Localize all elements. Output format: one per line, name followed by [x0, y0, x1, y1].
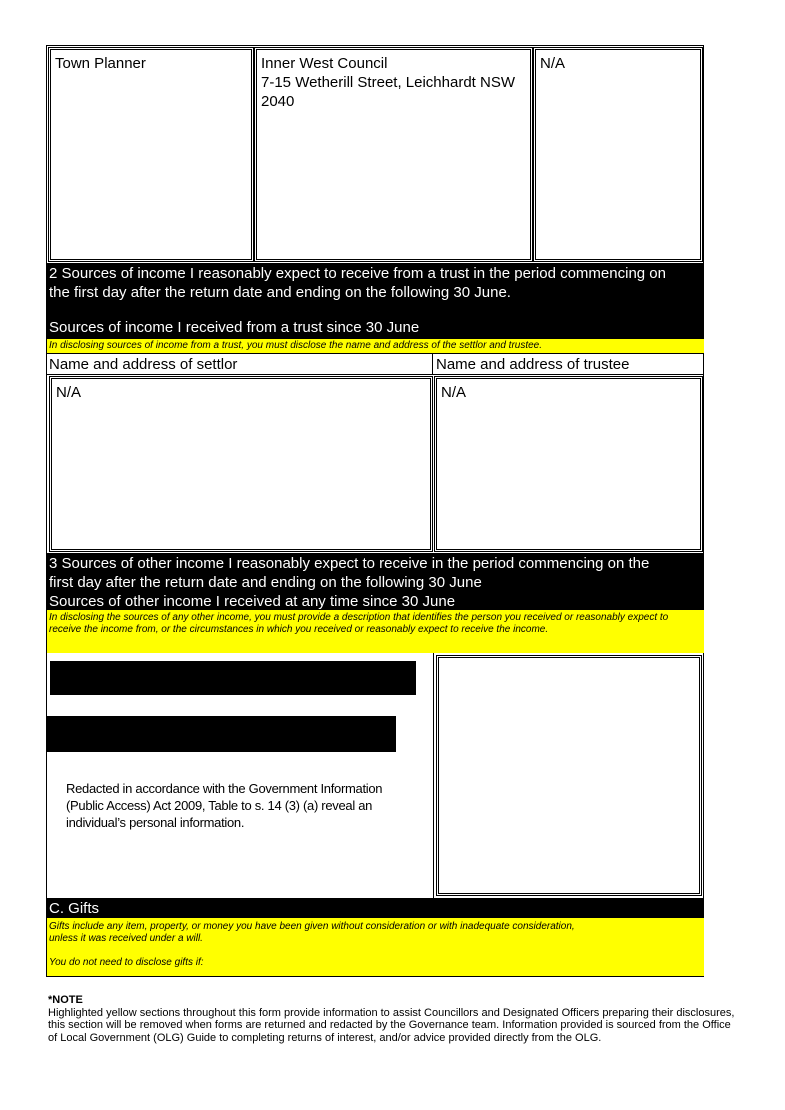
section-3-heading-line-3: Sources of other income I received at any time since 30 June	[49, 593, 456, 610]
section-3-heading	[47, 553, 704, 610]
employer-line-3: 2040	[261, 93, 295, 110]
settlor-cell	[49, 376, 433, 552]
trustee-value: N/A	[441, 384, 467, 401]
gifts-heading	[47, 898, 704, 918]
gifts-note-line-1: Gifts include any item, property, or money you have been given without consideration or with inadequate consideration,	[49, 921, 575, 932]
section-3-heading-line-2: first day after the return date and ending on the following 30 June	[49, 574, 482, 591]
footnote-body: Highlighted yellow sections throughout this form provide information to assist Councillors and Designated Officers preparing their disclosures, this section will be removed when forms are returned and redacted by the Governance team. Information provided is sourced from the Office of Local Government (OLG) Guide to completing returns of interest, and/or advice provided directly from the OLG.	[48, 1006, 735, 1044]
section-3-divider	[433, 653, 434, 898]
section-3-note	[47, 610, 704, 653]
section-2-heading	[47, 263, 704, 339]
section-2-heading-line-2: the first day after the return date and ending on the following 30 June.	[49, 284, 511, 301]
section-2-heading-line-3: Sources of income I received from a trust since 30 June	[49, 319, 420, 336]
employer-line-1: Inner West Council	[261, 55, 388, 72]
other-cell	[533, 47, 703, 262]
gifts-heading-text: C. Gifts	[49, 900, 100, 917]
footnote	[48, 994, 738, 1044]
footnote-title: *NOTE	[48, 994, 83, 1006]
redaction-bar-1	[50, 661, 416, 695]
employer-line-2: 7-15 Wetherill Street, Leichhardt NSW	[261, 74, 515, 91]
section-2-note	[47, 339, 704, 353]
gifts-note-line-2: unless it was received under a will.	[49, 933, 203, 944]
redaction-bar-2	[47, 716, 396, 752]
column-header-divider	[432, 353, 433, 375]
employer-cell	[254, 47, 533, 262]
other-value: N/A	[540, 55, 566, 72]
trustee-cell	[434, 376, 703, 552]
other-income-cell	[436, 655, 702, 896]
section-3-heading-line-1: 3 Sources of other income I reasonably expect to receive in the period commencing on the	[49, 555, 650, 572]
redaction-notice: Redacted in accordance with the Government Information (Public Access) Act 2009, Table to s. 14 (3) (a) reveal an individual’s personal information.	[66, 781, 383, 830]
section-2-heading-line-1: 2 Sources of income I reasonably expect to receive from a trust in the period commencing on	[49, 265, 666, 282]
gifts-note	[47, 918, 704, 976]
position-value: Town Planner	[55, 55, 146, 72]
position-cell	[48, 47, 254, 262]
trustee-column-header: Name and address of trustee	[436, 356, 630, 373]
section-3-note-text: In disclosing the sources of any other income, you must provide a description that identifies the person you received or reasonably expect to receive the income from, or the circumstances in which you received or reasonably expect to receive the income.	[49, 612, 669, 635]
settlor-column-header: Name and address of settlor	[49, 356, 238, 373]
settlor-value: N/A	[56, 384, 82, 401]
gifts-note-line-3: You do not need to disclose gifts if:	[49, 957, 204, 968]
section-2-note-text: In disclosing sources of income from a trust, you must disclose the name and address of the settlor and trustee.	[49, 340, 543, 351]
